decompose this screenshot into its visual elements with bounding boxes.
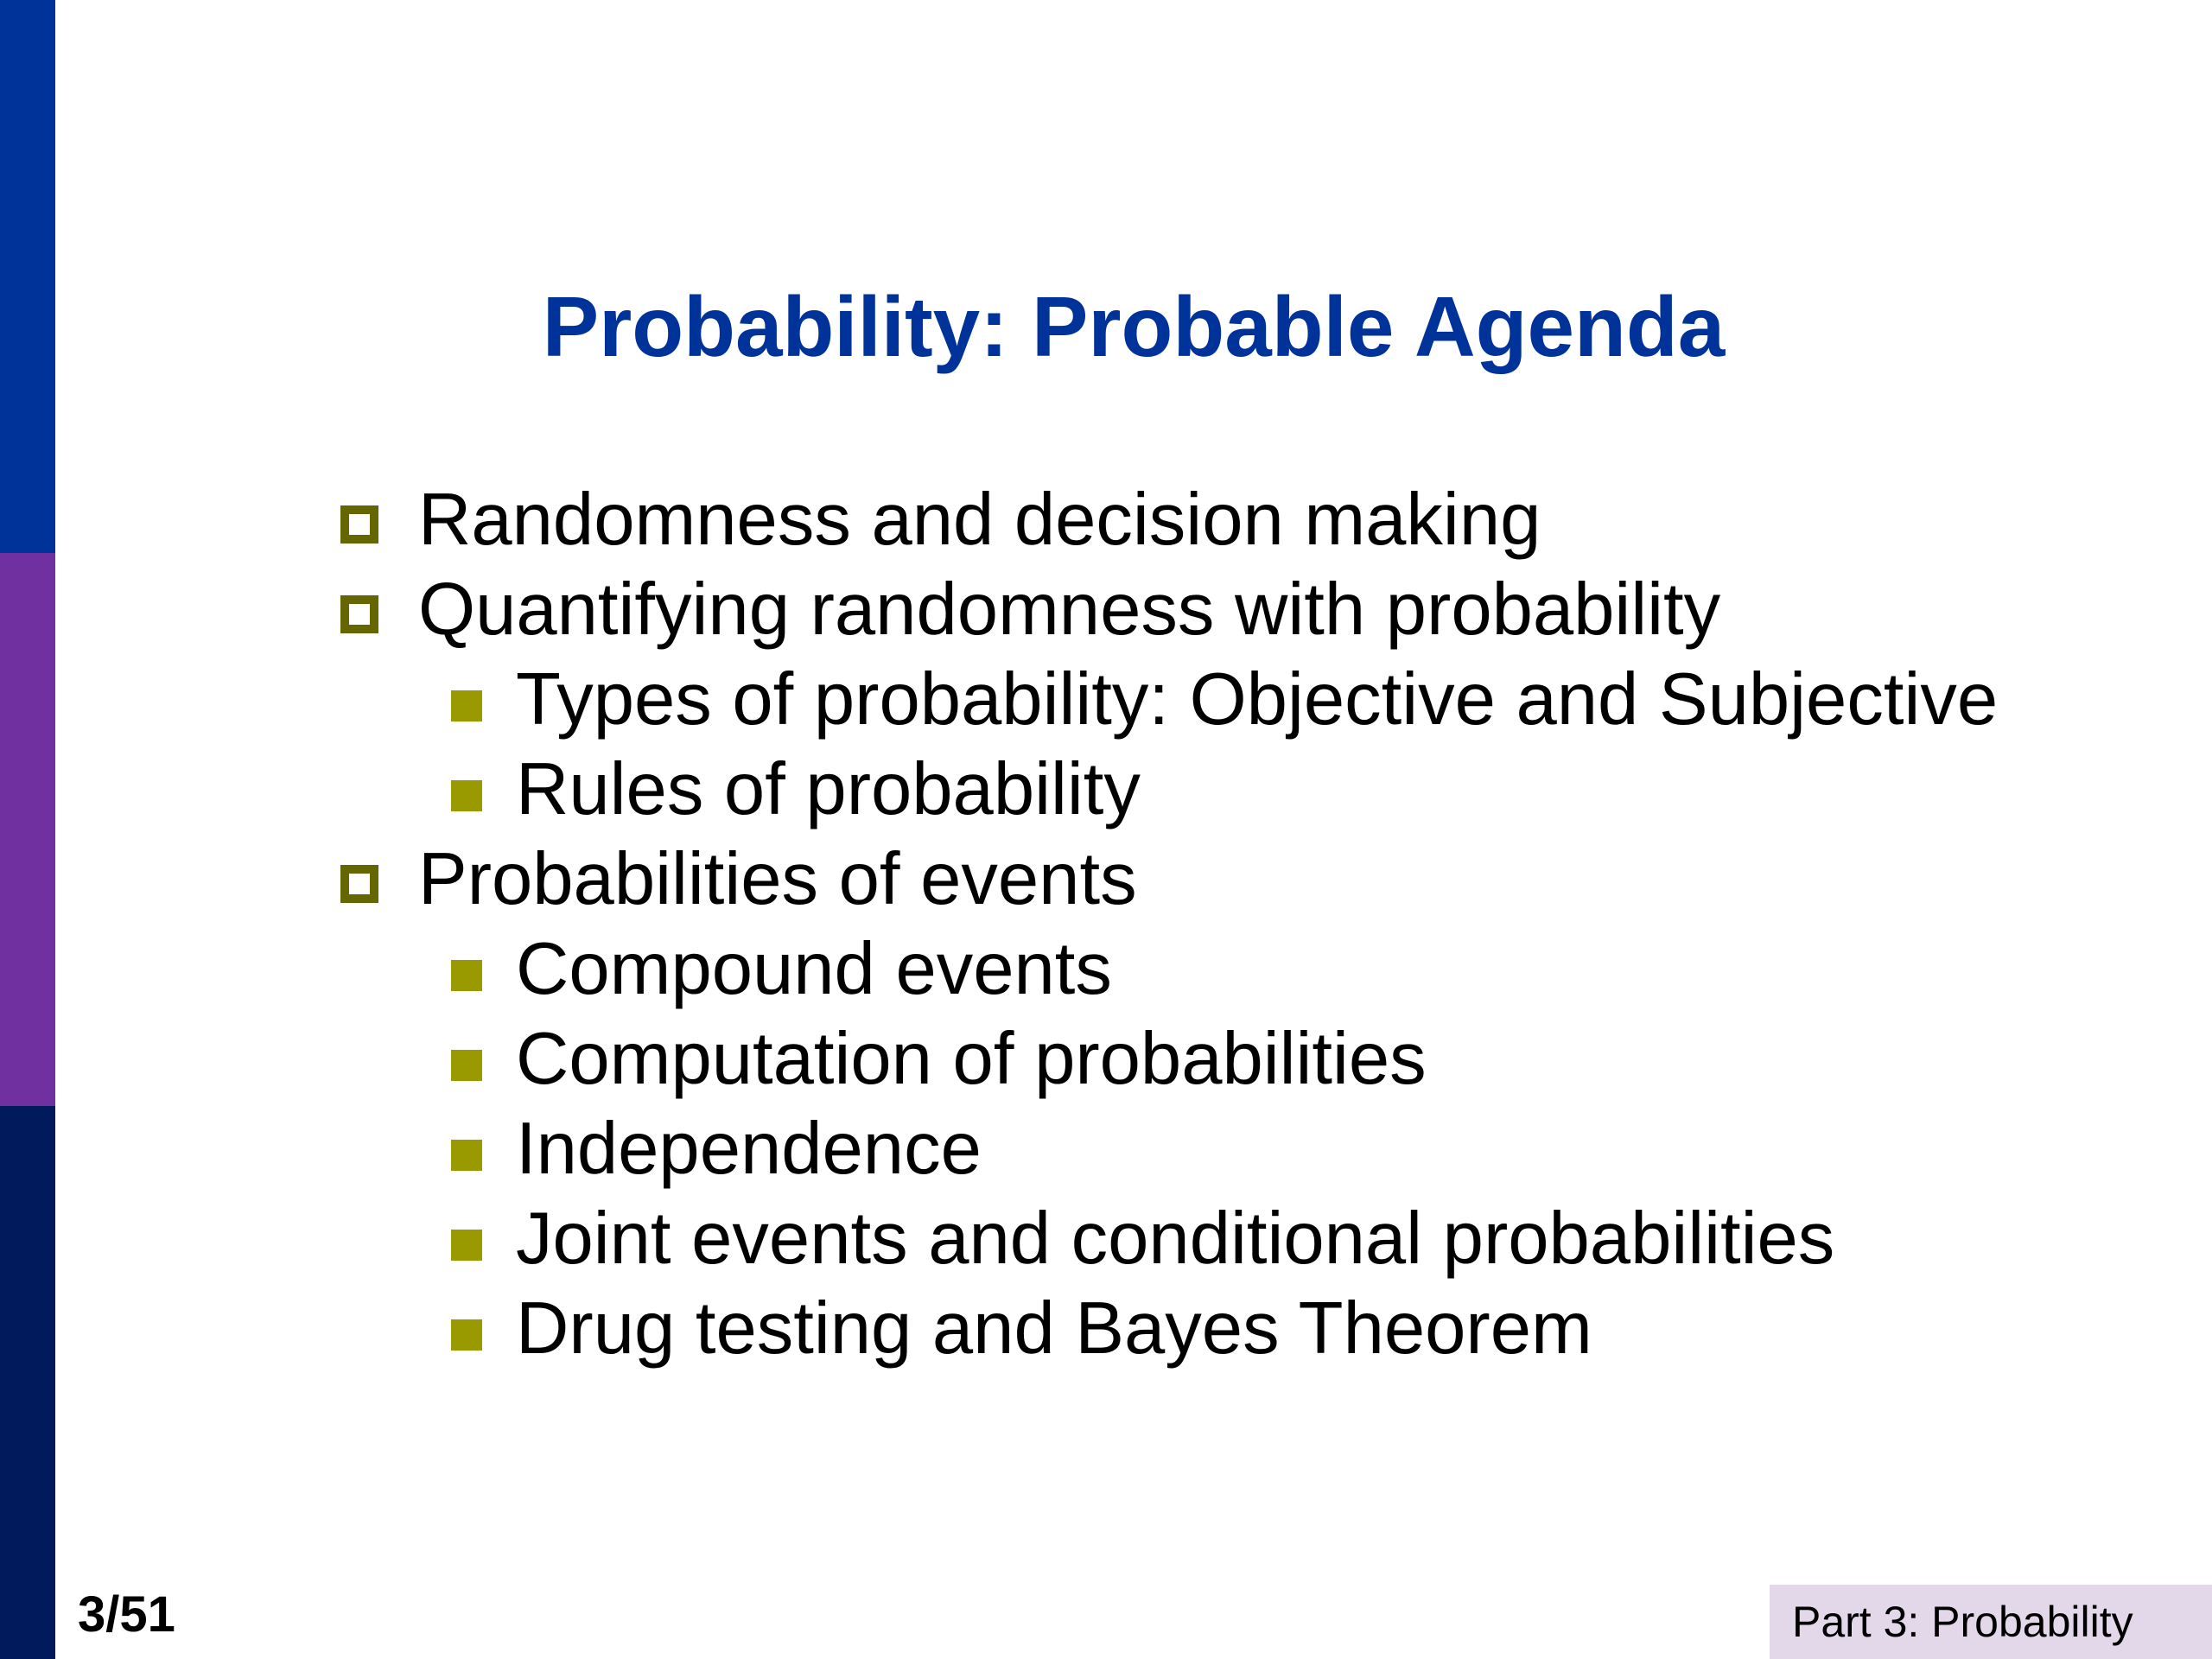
agenda-list bbox=[0, 475, 2212, 1374]
agenda-subitem bbox=[0, 925, 2212, 1014]
agenda-item-text: Independence bbox=[516, 1108, 982, 1190]
agenda-subitem bbox=[0, 655, 2212, 745]
agenda-item-text: Computation of probabilities bbox=[516, 1018, 1427, 1100]
filled-square-bullet-icon bbox=[451, 690, 482, 721]
page-number: 3/51 bbox=[78, 1586, 175, 1643]
agenda-item-text: Randomness and decision making bbox=[418, 479, 1541, 561]
agenda-item-text: Probabilities of events bbox=[418, 838, 1137, 920]
filled-square-bullet-icon bbox=[451, 960, 482, 991]
hollow-square-bullet-icon bbox=[340, 865, 378, 903]
agenda-subitem bbox=[0, 1194, 2212, 1284]
agenda-item bbox=[0, 565, 2212, 655]
side-bar-top-segment bbox=[0, 0, 55, 553]
agenda-item-text: Joint events and conditional probabilities bbox=[516, 1198, 1835, 1280]
filled-square-bullet-icon bbox=[451, 1050, 482, 1081]
slide-title: Probability: Probable Agenda bbox=[542, 279, 1726, 374]
agenda-item-text: Types of probability: Objective and Subjective bbox=[516, 658, 1999, 741]
filled-square-bullet-icon bbox=[451, 1230, 482, 1261]
filled-square-bullet-icon bbox=[451, 1319, 482, 1351]
agenda-item-text: Drug testing and Bayes Theorem bbox=[516, 1287, 1592, 1370]
agenda-subitem bbox=[0, 1284, 2212, 1374]
agenda-item bbox=[0, 835, 2212, 925]
filled-square-bullet-icon bbox=[451, 780, 482, 811]
section-footer-label: Part 3: Probability bbox=[1770, 1585, 2212, 1659]
agenda-subitem bbox=[0, 745, 2212, 835]
agenda-item bbox=[0, 475, 2212, 565]
filled-square-bullet-icon bbox=[451, 1140, 482, 1171]
agenda-item-text: Compound events bbox=[516, 928, 1112, 1010]
agenda-subitem bbox=[0, 1104, 2212, 1194]
agenda-subitem bbox=[0, 1014, 2212, 1104]
hollow-square-bullet-icon bbox=[340, 595, 378, 633]
hollow-square-bullet-icon bbox=[340, 505, 378, 543]
agenda-item-text: Quantifying randomness with probability bbox=[418, 569, 1721, 651]
agenda-item-text: Rules of probability bbox=[516, 748, 1141, 830]
